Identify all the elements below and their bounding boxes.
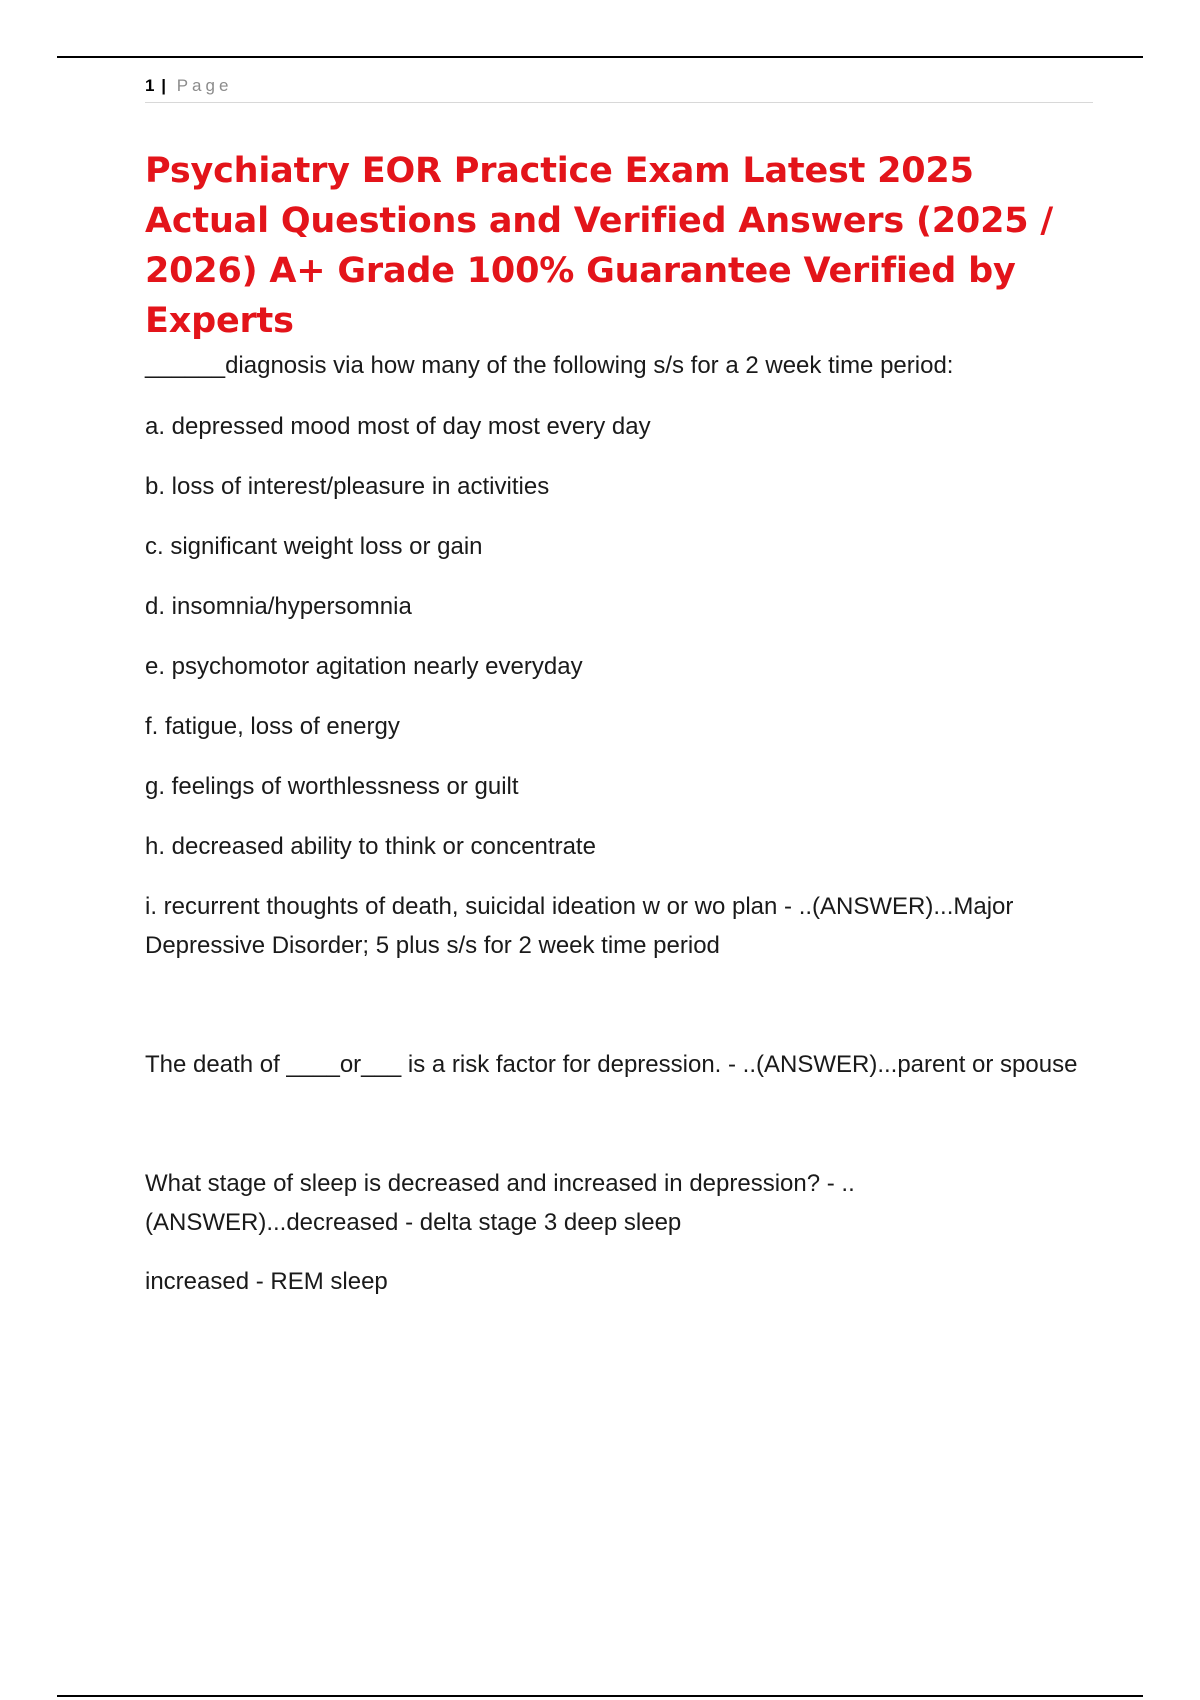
question-3-continuation: increased - REM sleep (145, 1268, 388, 1295)
question-1-prompt: ______diagnosis via how many of the following s/s for a 2 week time period: (145, 352, 954, 379)
option-a: a. depressed mood most of day most every day (145, 413, 651, 440)
document-body (145, 146, 1095, 1301)
option-b: b. loss of interest/pleasure in activities (145, 473, 550, 500)
option-e: e. psychomotor agitation nearly everyday (145, 653, 583, 680)
page-header (145, 74, 1093, 103)
question-1-options (145, 407, 1095, 965)
document-title: Psychiatry EOR Practice Exam Latest 2025 Actual Questions and Verified Answers (2025 / 2026) A+ Grade 100% Guarantee Verified by Experts (145, 151, 1053, 341)
question-2: The death of ____or___ is a risk factor for depression. - ..(ANSWER)...parent or spouse (145, 1051, 1078, 1078)
page-number: 1 (145, 76, 155, 95)
page-separator: | (161, 76, 166, 95)
option-i-with-answer: i. recurrent thoughts of death, suicidal ideation w or wo plan - ..(ANSWER)...Major Depressive Disorder; 5 plus s/s for 2 week time period (145, 893, 1014, 959)
option-h: h. decreased ability to think or concentrate (145, 833, 596, 860)
option-f: f. fatigue, loss of energy (145, 713, 400, 740)
top-rule (57, 56, 1143, 58)
bottom-rule (57, 1695, 1143, 1697)
option-d: d. insomnia/hypersomnia (145, 593, 412, 620)
option-c: c. significant weight loss or gain (145, 533, 483, 560)
page-label: Page (176, 76, 233, 95)
question-3: What stage of sleep is decreased and increased in depression? - ..(ANSWER)...decreased - delta stage 3 deep sleep (145, 1170, 855, 1236)
option-g: g. feelings of worthlessness or guilt (145, 773, 519, 800)
